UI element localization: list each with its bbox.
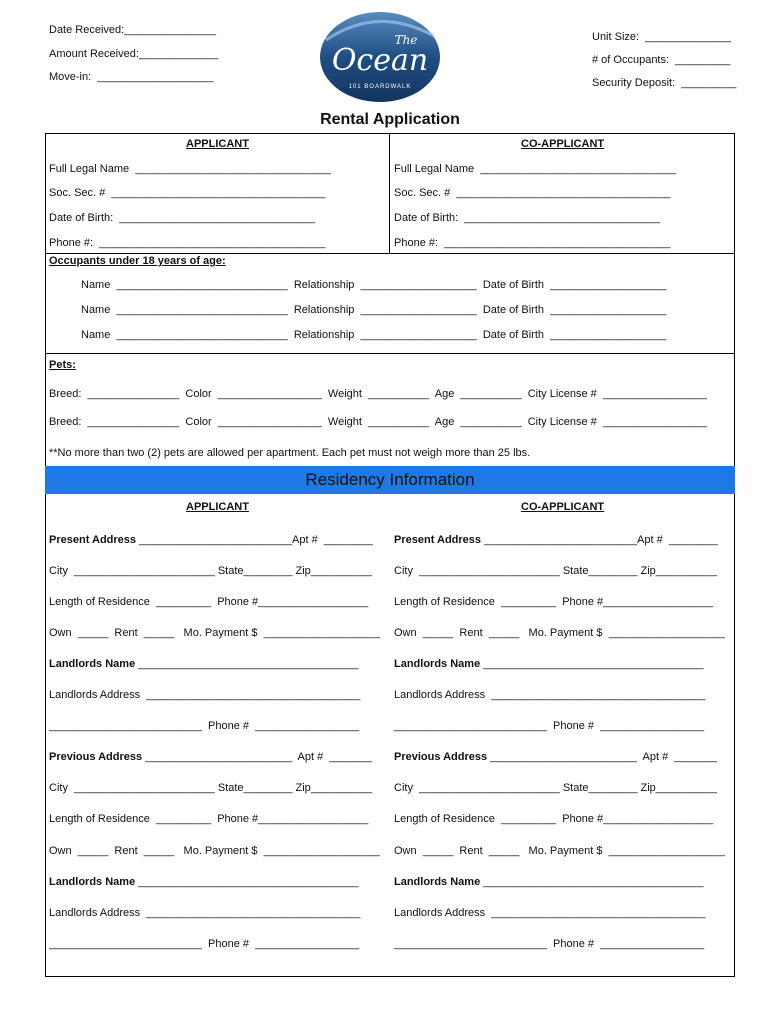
applicant-residency-row[interactable]	[49, 845, 380, 857]
frame-top	[45, 133, 735, 134]
divider-occupants	[45, 253, 735, 254]
residency-field-label: Previous Address	[49, 751, 143, 763]
applicant-residency-row[interactable]	[49, 907, 360, 919]
pet-row[interactable]: Breed: _______________ Color _________________ Weight __________ Age __________ City License # _________________	[49, 388, 707, 400]
applicant-full-name-field[interactable]: Full Legal Name ________________________________	[49, 163, 331, 175]
coapplicant-full-name-field[interactable]: Full Legal Name ________________________________	[394, 163, 676, 175]
pet-row[interactable]: Breed: _______________ Color _________________ Weight __________ Age __________ City License # _________________	[49, 416, 707, 428]
coapplicant-residency-row[interactable]	[394, 627, 725, 639]
residency-field-blank[interactable]: Own _____ Rent _____ Mo. Payment $ ___________________	[49, 845, 380, 857]
residency-field-blank[interactable]: _________________________ Phone # _________________	[394, 720, 705, 732]
residency-field-blank[interactable]: Landlords Address ___________________________________	[394, 907, 706, 919]
coapplicant-residency-row[interactable]	[394, 720, 704, 732]
coapplicant-residency-row[interactable]	[394, 876, 703, 888]
applicant-residency-row[interactable]	[49, 596, 368, 608]
residency-field-blank[interactable]: City _______________________ State________ Zip__________	[49, 565, 372, 577]
coapplicant-ssn-field[interactable]: Soc. Sec. # ___________________________________	[394, 187, 671, 199]
occupants-heading: Occupants under 18 years of age:	[49, 255, 226, 267]
residency-field-label: Landlords Name	[394, 658, 481, 670]
svg-text:101 BOARDWALK: 101 BOARDWALK	[348, 84, 412, 90]
residency-field-blank[interactable]: _________________________ Phone # _________________	[394, 938, 705, 950]
applicant-dob-field[interactable]: Date of Birth: ________________________________	[49, 212, 316, 224]
occupant-row[interactable]: Name ____________________________ Relationship ___________________ Date of Birth ___________________	[81, 279, 667, 291]
residency-field-blank[interactable]: _________________________ Phone # _________________	[49, 938, 360, 950]
residency-field-blank[interactable]: City _______________________ State________ Zip__________	[394, 565, 717, 577]
applicant-residency-row[interactable]	[49, 751, 372, 763]
coapplicant-residency-row[interactable]	[394, 534, 718, 546]
residency-field-blank[interactable]: _________________________ Phone # _________________	[49, 720, 360, 732]
residency-field-label: Landlords Name	[49, 876, 136, 888]
svg-text:Ocean: Ocean	[331, 43, 429, 78]
applicant-ssn-field[interactable]: Soc. Sec. # ___________________________________	[49, 187, 326, 199]
occupant-row[interactable]: Name ____________________________ Relationship ___________________ Date of Birth ___________________	[81, 304, 667, 316]
residency-field-blank[interactable]: ________________________ Apt # _______	[487, 751, 718, 763]
date-received-field[interactable]: Date Received:_______________	[49, 24, 216, 36]
move-in-field[interactable]: Move-in: ___________________	[49, 71, 214, 83]
residency-field-label: Landlords Name	[49, 658, 136, 670]
residency-field-blank[interactable]: Landlords Address ___________________________________	[49, 689, 361, 701]
coapplicant-residency-row[interactable]	[394, 689, 705, 701]
pets-note: **No more than two (2) pets are allowed per apartment. Each pet must not weigh more than 25 lbs.	[49, 447, 531, 459]
residency-field-blank[interactable]: Length of Residence _________ Phone #__________________	[49, 813, 369, 825]
amount-received-field[interactable]: Amount Received:_____________	[49, 48, 219, 60]
coapplicant-residency-row[interactable]	[394, 813, 713, 825]
residency-field-blank[interactable]: Landlords Address ___________________________________	[49, 907, 361, 919]
residency-title: Residency Information	[305, 470, 475, 489]
unit-size-field[interactable]: Unit Size: ______________	[592, 31, 731, 43]
applicant-residency-row[interactable]	[49, 782, 372, 794]
applicant-residency-row[interactable]	[49, 938, 359, 950]
svg-text:The: The	[394, 33, 418, 47]
page-title: Rental Application	[320, 111, 460, 128]
residency-field-blank[interactable]: Own _____ Rent _____ Mo. Payment $ ___________________	[394, 845, 725, 857]
applicant-residency-row[interactable]	[49, 689, 360, 701]
coapplicant-residency-row[interactable]	[394, 751, 717, 763]
residency-field-blank[interactable]: City _______________________ State________ Zip__________	[394, 782, 717, 794]
residency-coapplicant-heading: CO-APPLICANT	[521, 501, 605, 513]
applicant-heading: APPLICANT	[186, 138, 249, 150]
coapplicant-residency-row[interactable]	[394, 782, 717, 794]
coapplicant-residency-row[interactable]	[394, 658, 703, 670]
coapplicant-residency-row[interactable]	[394, 938, 704, 950]
coapplicant-residency-row[interactable]	[394, 907, 705, 919]
occupants-count-field[interactable]: # of Occupants: _________	[592, 54, 731, 66]
residency-field-blank[interactable]: Own _____ Rent _____ Mo. Payment $ ___________________	[394, 627, 725, 639]
pets-heading: Pets:	[49, 359, 76, 371]
residency-field-blank[interactable]: _________________________Apt # ________	[481, 534, 718, 546]
residency-field-label: Landlords Name	[394, 876, 481, 888]
coapplicant-dob-field[interactable]: Date of Birth: ________________________________	[394, 212, 661, 224]
residency-field-blank[interactable]: Length of Residence _________ Phone #__________________	[394, 813, 714, 825]
applicant-residency-row[interactable]	[49, 720, 359, 732]
applicant-residency-row[interactable]	[49, 876, 358, 888]
occupant-row[interactable]: Name ____________________________ Relationship ___________________ Date of Birth ___________________	[81, 329, 667, 341]
applicant-residency-row[interactable]	[49, 627, 380, 639]
coapplicant-residency-row[interactable]	[394, 596, 713, 608]
divider-pets	[45, 353, 735, 354]
residency-field-blank[interactable]: Own _____ Rent _____ Mo. Payment $ ___________________	[49, 627, 380, 639]
ocean-logo	[318, 10, 442, 104]
applicant-residency-row[interactable]	[49, 565, 372, 577]
applicant-residency-row[interactable]	[49, 658, 358, 670]
frame-left	[45, 133, 46, 977]
residency-field-blank[interactable]: Landlords Address ___________________________________	[394, 689, 706, 701]
residency-field-label: Present Address	[394, 534, 482, 546]
residency-field-blank[interactable]: Length of Residence _________ Phone #__________________	[49, 596, 369, 608]
residency-field-blank[interactable]: City _______________________ State________ Zip__________	[49, 782, 372, 794]
residency-field-blank[interactable]: ____________________________________	[480, 658, 704, 670]
coapplicant-phone-field[interactable]: Phone #: _____________________________________	[394, 237, 671, 249]
coapplicant-residency-row[interactable]	[394, 565, 717, 577]
column-divider	[389, 133, 390, 253]
residency-applicant-heading: APPLICANT	[186, 501, 249, 513]
security-deposit-field[interactable]: Security Deposit: _________	[592, 77, 737, 89]
residency-field-blank[interactable]: ____________________________________	[480, 876, 704, 888]
applicant-phone-field[interactable]: Phone #: _____________________________________	[49, 237, 326, 249]
coapplicant-heading: CO-APPLICANT	[521, 138, 605, 150]
coapplicant-residency-row[interactable]	[394, 845, 725, 857]
applicant-residency-row[interactable]	[49, 813, 368, 825]
residency-field-blank[interactable]: ____________________________________	[135, 876, 359, 888]
residency-field-blank[interactable]: Length of Residence _________ Phone #__________________	[394, 596, 714, 608]
frame-right	[734, 133, 735, 977]
applicant-residency-row[interactable]	[49, 534, 373, 546]
residency-field-blank[interactable]: ________________________ Apt # _______	[142, 751, 373, 763]
residency-field-blank[interactable]: ____________________________________	[135, 658, 359, 670]
frame-bottom	[45, 976, 735, 977]
residency-field-blank[interactable]: _________________________Apt # ________	[136, 534, 373, 546]
residency-field-label: Previous Address	[394, 751, 488, 763]
residency-field-label: Present Address	[49, 534, 137, 546]
